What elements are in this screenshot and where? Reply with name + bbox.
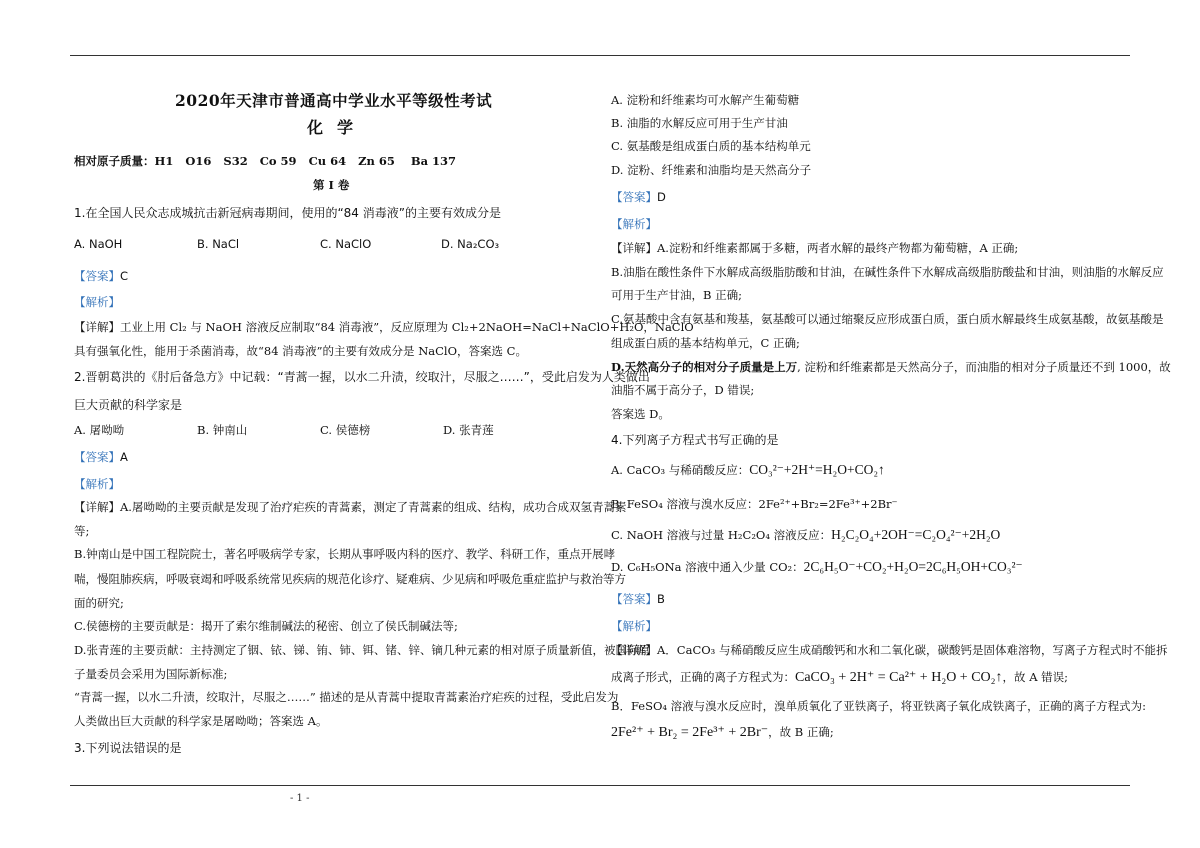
equation: CO₃²⁻+2H⁺=H₂O+CO₂↑ <box>749 462 885 477</box>
q4-option-c <box>611 528 1000 542</box>
q3-detail-line: 答案选 D。 <box>611 407 670 421</box>
q1-answer <box>74 269 128 283</box>
q2-option-a: A. 屠呦呦 <box>74 423 125 437</box>
q2-option-d: D. 张青莲 <box>443 423 494 437</box>
q2-detail-line: 人类做出巨大贡献的科学家是屠呦呦；答案选 A。 <box>74 714 328 728</box>
q1-option-a: A. NaOH <box>74 237 123 251</box>
equation: 2Fe²⁺+Br₂=2Fe³⁺+2Br⁻ <box>758 497 898 511</box>
option-label: A. CaCO₃ 与稀硝酸反应： <box>611 463 750 477</box>
q3-option-d: D. 淀粉、纤维素和油脂均是天然高分子 <box>611 163 812 177</box>
q4-stem: 4.下列离子方程式书写正确的是 <box>611 433 779 447</box>
detail-post: ，故 B 正确; <box>768 725 834 739</box>
q2-detail-line: 喘，慢阻肺疾病，呼吸衰竭和呼吸系统常见疾病的规范化诊疗、疑难病、少见病和呼吸危重症监护与救治等方 <box>74 572 626 586</box>
q2-detail-line: C.侯德榜的主要贡献是：揭开了索尔维制碱法的秘密、创立了侯氏制碱法等; <box>74 619 458 633</box>
q3-detail-line: B.油脂在酸性条件下水解成高级脂肪酸和甘油，在碱性条件下水解成高级脂肪酸盐和甘油，则油脂的水解反应 <box>611 265 1164 279</box>
page-number: - 1 - <box>290 793 310 804</box>
exam-title: 2020年天津市普通高中学业水平等级性考试 <box>175 91 493 110</box>
detail-post: ，故 A 错误; <box>1002 670 1069 684</box>
q4-detail-line: B．FeSO₄ 溶液与溴水反应时，溴单质氧化了亚铁离子，将亚铁离子氧化成铁离子，正确的离子方程式为: <box>611 699 1147 713</box>
q2-option-b: B. 钟南山 <box>197 423 248 437</box>
q1-analysis-tag: 【解析】 <box>74 295 120 309</box>
equation: 2C₆H₅O⁻+CO₂+H₂O=2C₆H₅OH+CO₃²⁻ <box>803 559 1023 574</box>
option-label: D. C₆H₅ONa 溶液中通入少量 CO₂： <box>611 560 804 574</box>
q3-stem: 3.下列说法错误的是 <box>74 741 182 755</box>
q3-detail-line-d <box>611 360 1171 374</box>
q2-analysis-tag: 【解析】 <box>74 477 120 491</box>
q3-option-a: A. 淀粉和纤维素均可水解产生葡萄糖 <box>611 93 800 107</box>
q1-stem: 1.在全国人民众志成城抗击新冠病毒期间，使用的“84 消毒液”的主要有效成分是 <box>74 206 501 220</box>
q2-detail-line: D.张青莲的主要贡献：主持测定了铟、铱、锑、铕、铈、铒、锗、锌、镝几种元素的相对原子质量新值，被国际原 <box>74 643 650 657</box>
subject-title: 化学 <box>307 118 368 137</box>
q4-analysis-tag: 【解析】 <box>611 619 657 633</box>
bold-phrase: D.天然高分子的相对分子质量是上万 <box>611 360 798 374</box>
q3-detail-line: C.氨基酸中含有氨基和羧基，氨基酸可以通过缩聚反应形成蛋白质，蛋白质水解最终生成氨基酸，故氨基酸是 <box>611 312 1164 326</box>
answer-tag: 【答案】 <box>74 450 120 464</box>
q1-option-c: C. NaClO <box>320 237 372 251</box>
q4-detail-line-eq <box>611 723 834 742</box>
q1-option-d: D. Na₂CO₃ <box>441 237 500 251</box>
q4-option-a <box>611 463 885 477</box>
answer-tag: 【答案】 <box>611 190 657 204</box>
answer-tag: 【答案】 <box>611 592 657 606</box>
q2-option-c: C. 侯德榜 <box>320 423 371 437</box>
q2-detail-line: “青蒿一握，以水二升渍，绞取汁，尽服之……” 描述的是从青蒿中提取青蒿素治疗疟疾的过程，受此启发为 <box>74 690 619 704</box>
answer-tag: 【答案】 <box>74 269 120 283</box>
option-label: B. FeSO₄ 溶液与溴水反应： <box>611 497 759 511</box>
q2-options <box>74 423 494 437</box>
q2-answer <box>74 450 128 464</box>
q4-detail-line-eq <box>611 668 1068 687</box>
q4-answer <box>611 592 665 606</box>
top-rule <box>70 55 1130 56</box>
q2-detail-line: 等; <box>74 524 90 538</box>
q4-detail-line: 【详解】A．CaCO₃ 与稀硝酸反应生成硝酸钙和水和二氧化碳，碳酸钙是固体难溶物，写离子方程式时不能拆 <box>611 643 1168 657</box>
q1-detail-line: 【详解】工业上用 Cl₂ 与 NaOH 溶液反应制取“84 消毒液”，反应原理为 Cl₂+2NaOH=NaCl+NaClO+H₂O，NaClO <box>74 320 694 334</box>
q2-detail-line: 【详解】A.屠呦呦的主要贡献是发现了治疗疟疾的青蒿素，测定了青蒿素的组成、结构，成功合成双氢青蒿素 <box>74 500 627 514</box>
atomic-mass-line: 相对原子质量：H1 O16 S32 Co 59 Cu 64 Zn 65 Ba 137 <box>74 154 457 168</box>
q3-detail-line: 油脂不属于高分子，D 错误; <box>611 383 755 397</box>
q1-options <box>74 237 499 251</box>
q1-detail-line: 具有强氧化性，能用于杀菌消毒，故“84 消毒液”的主要有效成分是 NaClO，答案选 C。 <box>74 344 527 358</box>
q3-detail-line: 【详解】A.淀粉和纤维素都属于多糖，两者水解的最终产物都为葡萄糖，A 正确; <box>611 241 1019 255</box>
answer-value: D <box>657 190 666 204</box>
answer-value: C <box>120 269 129 283</box>
equation: CaCO₃ + 2H⁺ = Ca²⁺ + H₂O + CO₂↑ <box>795 670 1003 685</box>
detail-pre: 成离子形式，正确的离子方程式为： <box>611 670 795 684</box>
q2-stem-line: 2.晋朝葛洪的《肘后备急方》中记载：“青蒿一握，以水二升渍，绞取汁，尽服之……”，受此启发为人类做出 <box>74 370 650 384</box>
answer-value: B <box>657 592 665 606</box>
answer-value: A <box>120 450 128 464</box>
volume-label: 第 I 卷 <box>313 178 350 192</box>
q2-detail-line: 子量委员会采用为国际新标准; <box>74 667 228 681</box>
detail-rest: , 淀粉和纤维素都是天然高分子，而油脂的相对分子质量还不到 1000，故 <box>797 360 1171 374</box>
q2-detail-line: 面的研究; <box>74 596 124 610</box>
q3-answer <box>611 190 666 204</box>
equation: H₂C₂O₄+2OH⁻=C₂O₄²⁻+2H₂O <box>831 527 1001 542</box>
bottom-rule <box>70 785 1130 786</box>
q2-detail-line: B.钟南山是中国工程院院士，著名呼吸病学专家，长期从事呼吸内科的医疗、教学、科研工作，重点开展哮 <box>74 547 616 561</box>
equation: 2Fe²⁺ + Br₂ = 2Fe³⁺ + 2Br⁻ <box>611 725 769 740</box>
q4-option-b <box>611 497 898 511</box>
option-label: C. NaOH 溶液与过量 H₂C₂O₄ 溶液反应： <box>611 528 832 542</box>
q4-option-d <box>611 560 1023 574</box>
q3-option-b: B. 油脂的水解反应可用于生产甘油 <box>611 116 788 130</box>
q3-analysis-tag: 【解析】 <box>611 217 657 231</box>
q3-option-c: C. 氨基酸是组成蛋白质的基本结构单元 <box>611 139 811 153</box>
q3-detail-line: 组成蛋白质的基本结构单元，C 正确; <box>611 336 800 350</box>
q3-detail-line: 可用于生产甘油，B 正确; <box>611 288 742 302</box>
q1-option-b: B. NaCl <box>197 237 240 251</box>
q2-stem-line: 巨大贡献的科学家是 <box>74 398 183 412</box>
